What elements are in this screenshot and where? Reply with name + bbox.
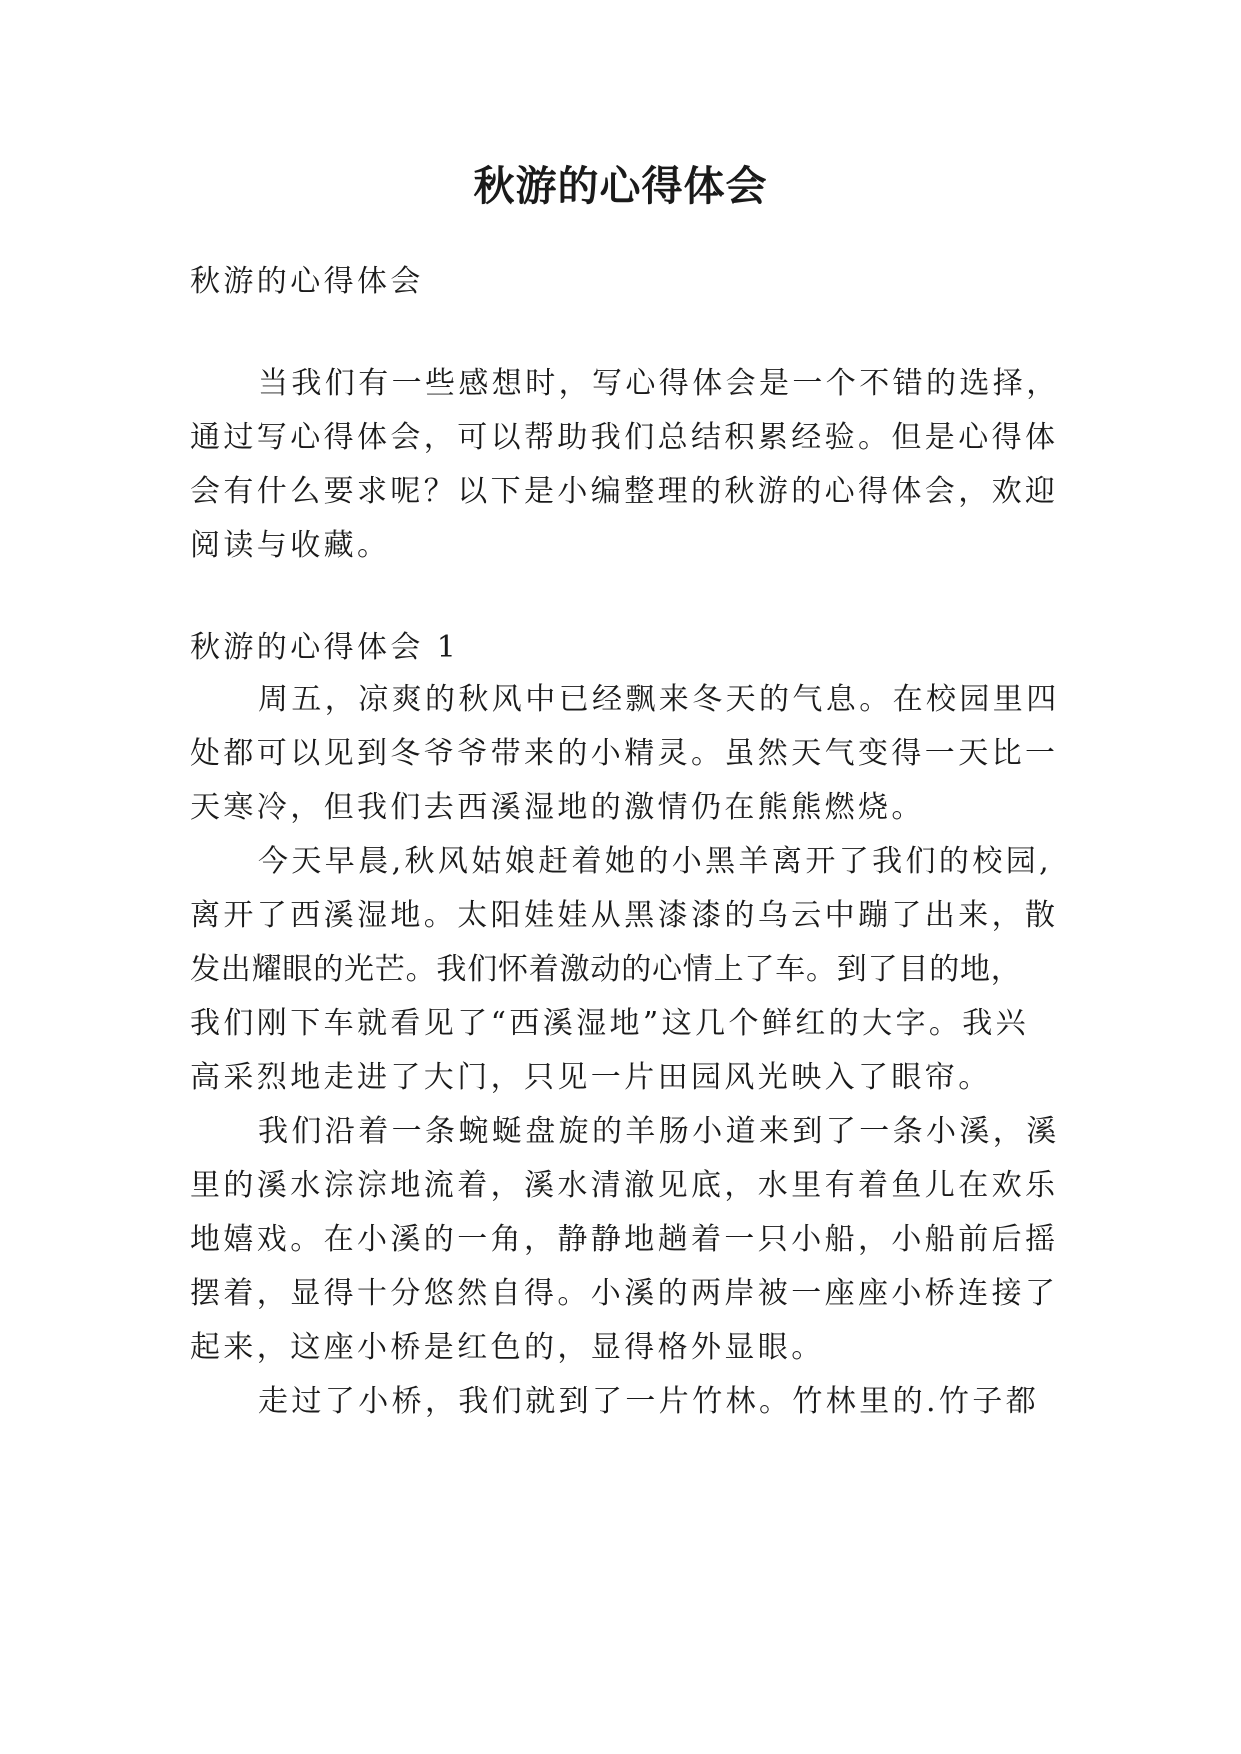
paragraph2-line-5: 高采烈地走进了大门，只见一片田园风光映入了眼帘。 — [190, 1060, 992, 1095]
document-subtitle: 秋游的心得体会 — [190, 264, 424, 299]
intro-line-3: 会有什么要求呢？以下是小编整理的秋游的心得体会，欢迎 — [190, 474, 1059, 509]
paragraph3-line-5: 起来，这座小桥是红色的，显得格外显眼。 — [190, 1330, 825, 1365]
paragraph1-line-3: 天寒冷，但我们去西溪湿地的激情仍在熊熊燃烧。 — [190, 790, 925, 825]
paragraph4-line-1: 走过了小桥，我们就到了一片竹林。竹林里的.竹子都 — [258, 1384, 1040, 1419]
paragraph3-line-4: 摆着，显得十分悠然自得。小溪的两岸被一座座小桥连接了 — [190, 1276, 1059, 1311]
section-heading: 秋游的心得体会 1 — [190, 630, 460, 665]
intro-line-2: 通过写心得体会，可以帮助我们总结积累经验。但是心得体 — [190, 420, 1059, 455]
paragraph2-line-3: 发出耀眼的光芒。我们怀着激动的心情上了车。到了目的地， — [190, 952, 1022, 987]
paragraph2-line-4: 我们刚下车就看见了“西溪湿地”这几个鲜红的大字。我兴 — [190, 1006, 1030, 1041]
paragraph3-line-1: 我们沿着一条蜿蜒盘旋的羊肠小道来到了一条小溪，溪 — [258, 1114, 1060, 1149]
document-title: 秋游的心得体会 — [473, 162, 768, 210]
paragraph1-line-2: 处都可以见到冬爷爷带来的小精灵。虽然天气变得一天比一 — [190, 736, 1059, 771]
paragraph2-line-2: 离开了西溪湿地。太阳娃娃从黑漆漆的乌云中蹦了出来，散 — [190, 898, 1059, 933]
paragraph3-line-3: 地嬉戏。在小溪的一角，静静地趟着一只小船，小船前后摇 — [190, 1222, 1059, 1257]
intro-line-1: 当我们有一些感想时，写心得体会是一个不错的选择， — [258, 366, 1060, 401]
paragraph2-line-1: 今天早晨,秋风姑娘赶着她的小黑羊离开了我们的校园, — [258, 844, 1053, 879]
paragraph1-line-1: 周五，凉爽的秋风中已经飘来冬天的气息。在校园里四 — [258, 682, 1060, 717]
intro-line-4: 阅读与收藏。 — [190, 528, 391, 563]
paragraph3-line-2: 里的溪水淙淙地流着，溪水清澈见底，水里有着鱼儿在欢乐 — [190, 1168, 1059, 1203]
